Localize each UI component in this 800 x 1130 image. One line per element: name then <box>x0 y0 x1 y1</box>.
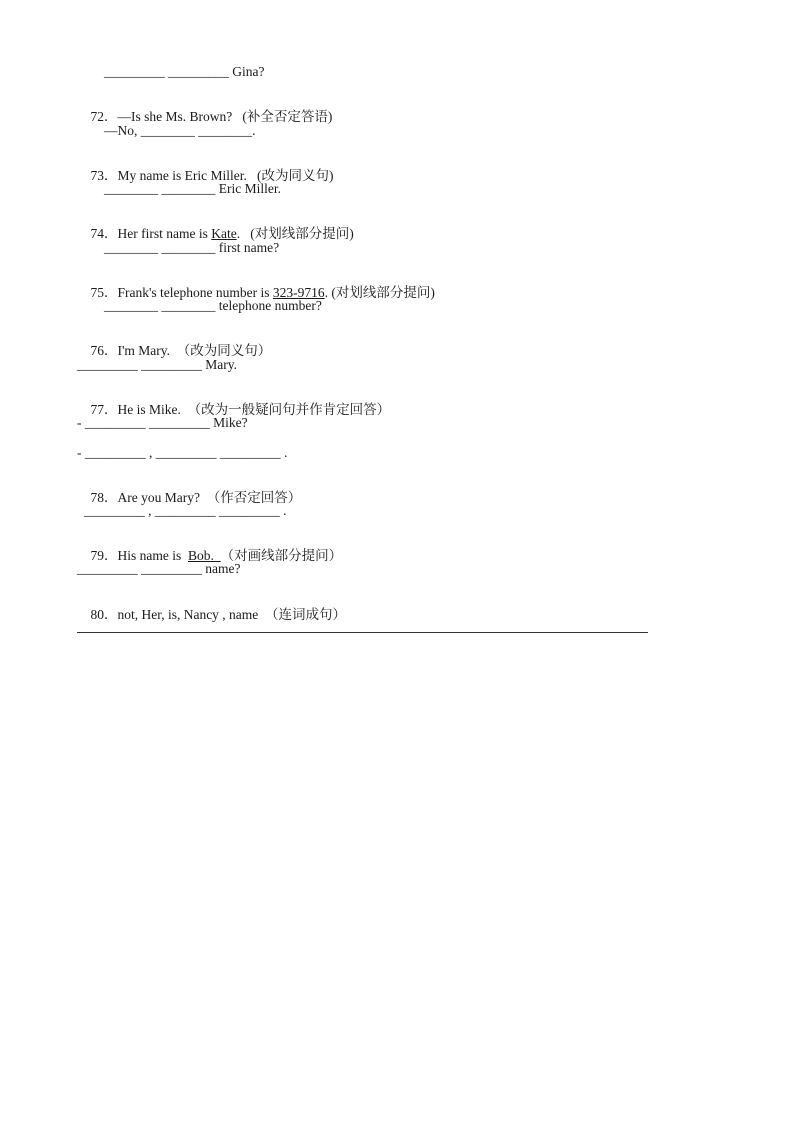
answer-line-72: —No, ________ ________. <box>104 123 256 138</box>
question-number: 72． <box>90 109 118 124</box>
answer-rule-80 <box>77 632 648 633</box>
answer-line-76: _________ _________ Mary. <box>77 357 237 372</box>
question-number: 79． <box>90 548 118 563</box>
question-number: 75． <box>90 285 118 300</box>
answer-line-74: ________ ________ first name? <box>104 240 280 255</box>
question-number: 76． <box>90 343 118 358</box>
question-number: 73． <box>90 168 118 183</box>
question-number: 80． <box>90 607 118 622</box>
answer-line-75: ________ ________ telephone number? <box>104 298 322 313</box>
question-text-pre: Frank's telephone number is <box>117 285 273 300</box>
question-text-pre: Her first name is <box>117 226 212 241</box>
question-text: not, Her, is, Nancy , name （连词成句） <box>117 607 347 622</box>
answer-line-77b: - _________ , _________ _________ . <box>77 445 288 460</box>
question-text-pre: His name is <box>117 548 188 563</box>
answer-line-78: _________ , _________ _________ . <box>84 503 287 518</box>
question-number: 78． <box>90 490 118 505</box>
question-text: My name is Eric Miller. (改为同义句) <box>117 168 334 183</box>
underlined-word: Kate <box>211 226 237 241</box>
underlined-number: 323-9716 <box>272 285 325 300</box>
answer-line-71: _________ _________ Gina? <box>104 64 265 79</box>
question-text-post: . (对划线部分提问) <box>236 226 354 241</box>
answer-line-77a: - _________ _________ Mike? <box>77 415 248 430</box>
question-number: 77． <box>90 402 118 417</box>
question-text: I'm Mary. （改为同义句） <box>117 343 272 358</box>
question-text: Are you Mary? （作否定回答） <box>117 490 302 505</box>
answer-line-73: ________ ________ Eric Miller. <box>104 181 281 196</box>
underlined-word: Bob. <box>188 548 221 563</box>
question-text-post: （对画线部分提问） <box>220 548 343 563</box>
question-text: —Is she Ms. Brown? (补全否定答语) <box>117 109 333 124</box>
question-text-post: . (对划线部分提问) <box>324 285 435 300</box>
question-number: 74． <box>90 226 118 241</box>
question-text: He is Mike. （改为一般疑问句并作肯定回答） <box>117 402 391 417</box>
answer-line-79: _________ _________ name? <box>77 561 241 576</box>
